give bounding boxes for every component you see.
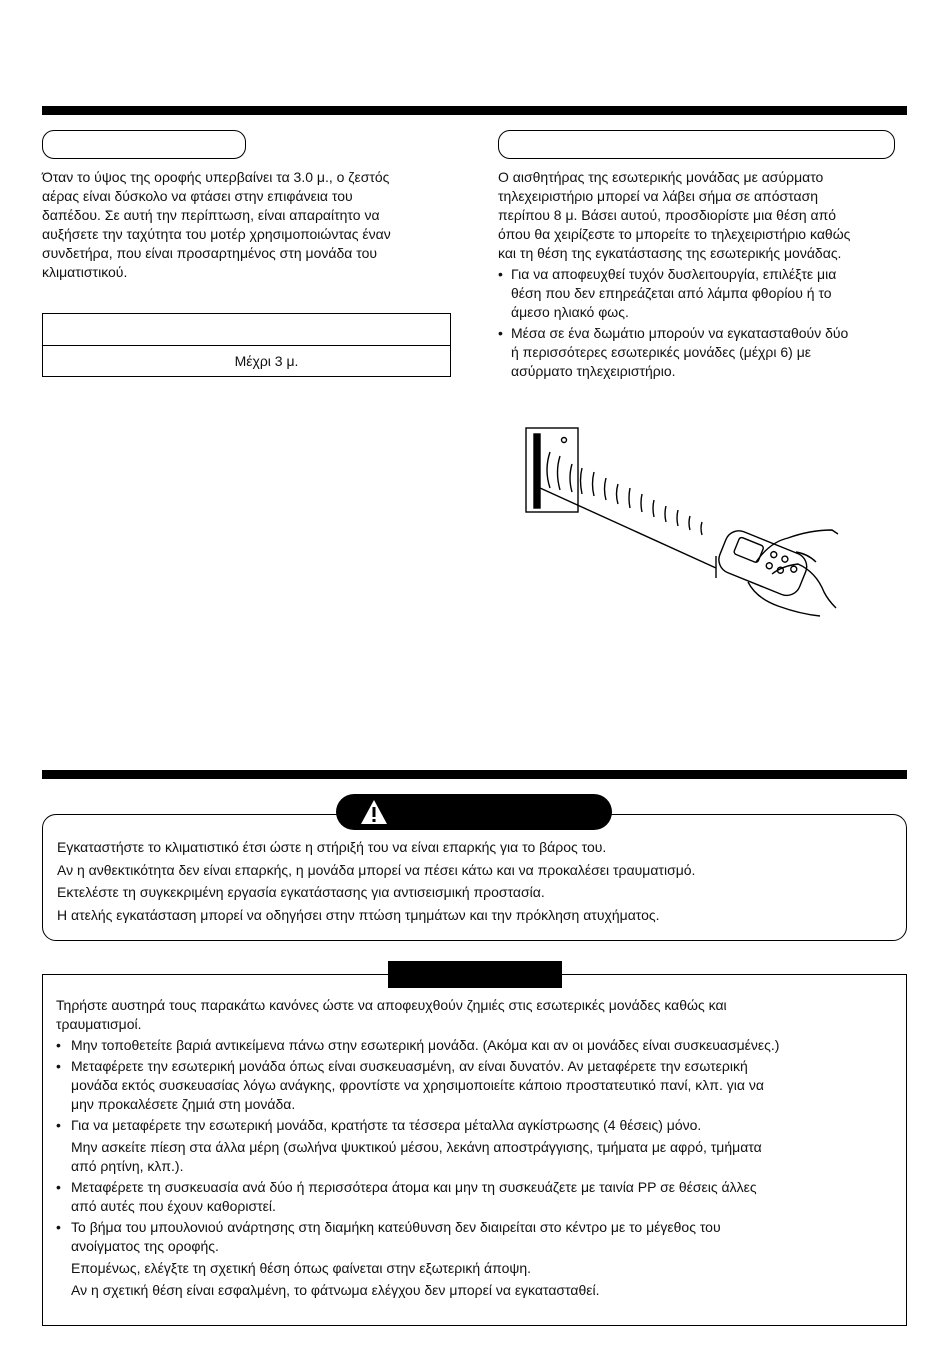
paragraph-line: κλιματιστικού. [42,264,128,280]
paragraph-line: περίπου 8 μ. Βάσει αυτού, προσδιορίστε μια θέση από [498,207,837,223]
bullet-line: θέση που δεν επηρεάζεται από λάμπα φθορίου ή το [511,285,832,301]
warning-text [57,836,695,926]
ceiling-height-table [42,313,451,377]
caution-bullet-item [56,1178,896,1216]
right-section-heading-frame [498,130,895,159]
warning-line: Εκτελέστε τη συγκεκριμένη εργασία εγκατάστασης για αντισεισμική προστασία. [57,884,545,901]
caution-badge [388,961,562,988]
caution-bullet-line: μην προκαλέσετε ζημιά στη μονάδα. [71,1096,296,1112]
paragraph-line: τηλεχειριστήριο μπορεί να λάβει σήμα σε απόσταση [498,188,818,204]
bullet-line: • Για να αποφευχθεί τυχόν δυσλειτουργία, επιλέξτε μια [511,266,837,282]
bullet-line: ασύρματο τηλεχειριστήριο. [511,363,676,379]
caution-bullet-line: • Το βήμα του μπουλονιού ανάρτησης στη διαμήκη κατεύθυνση δεν διαιρείται στο κέντρο με το μέγεθος του [71,1219,721,1235]
warning-badge [336,794,612,830]
caution-sub-line: Αν η σχετική θέση είναι εσφαλμένη, το φάτνωμα ελέγχου δεν μπορεί να εγκατασταθεί. [71,1282,600,1298]
paragraph-line: όπου θα χειρίζεστε το μπορείτε το τηλεχειριστήριο καθώς [498,226,851,242]
caution-bullet-line: μονάδα εκτός συσκευασίας λόγω ανάγκης, φροντίστε να χρησιμοποιείτε κάποιο προστατευτικό πανί, κλπ. για να [71,1077,764,1093]
bullet-line: άμεσο ηλιακό φως. [511,304,629,320]
caution-bullet-line: • Μεταφέρετε την εσωτερική μονάδα όπως είναι συσκευασμένη, αν είναι δυνατόν. Αν μεταφέρετε την εσωτερική [71,1058,748,1074]
caution-sub-line: από ρητίνη, κλπ.). [71,1158,184,1174]
warning-line: Η ατελής εγκατάσταση μπορεί να οδηγήσει στην πτώση τμημάτων και την πρόκληση ατυχήματος. [57,906,660,923]
paragraph-line: δαπέδου. Σε αυτή την περίπτωση, είναι απαραίτητο να [42,207,380,223]
paragraph-line: και τη θέση της εγκατάστασης της εσωτερικής μονάδας. [498,245,842,261]
bullet-line: • Μέσα σε ένα δωμάτιο μπορούν να εγκατασταθούν δύο [511,325,849,341]
remote-sensor-paragraph [498,168,910,381]
paragraph-line: αυξήσετε την ταχύτητα του μοτέρ χρησιμοποιώντας έναν [42,226,391,242]
paragraph-line: Ο αισθητήρας της εσωτερικής μονάδας με ασύρματο [498,169,824,185]
middle-section-rule [42,770,907,779]
warning-line: Αν η ανθεκτικότητα δεν είναι επαρκής, η μονάδα μπορεί να πέσει κάτω και να προκαλέσει τραυματισμό. [57,861,696,878]
caution-intro-line: τραυματισμοί. [56,1016,142,1032]
warning-triangle-icon [359,798,389,826]
remote-control-illustration [520,422,840,622]
paragraph-line: Όταν το ύψος της οροφής υπερβαίνει τα 3.0 μ., ο ζεστός [42,169,390,185]
top-section-rule [42,106,907,115]
caution-bullet-line: από αυτές που έχουν καθοριστεί. [71,1198,276,1214]
warning-line: Εγκαταστήστε το κλιματιστικό έτσι ώστε η στήριξή του να είναι επαρκής για το βάρος του. [57,839,607,855]
table-value-cell: Μέχρι 3 μ. [234,353,299,369]
caution-bullet-line: • Μεταφέρετε τη συσκευασία ανά δύο ή περισσότερα άτομα και μην τη συσκευάζετε με ταινία PP σε θέσεις άλλες [71,1179,757,1195]
caution-bullet-line: ανοίγματος της οροφής. [71,1238,219,1254]
caution-bullet-item [56,1218,896,1300]
paragraph-line: συνδετήρα, που είναι προσαρτημένος στη μονάδα του [42,245,378,261]
bullet-line: ή περισσότερες εσωτερικές μονάδες (μέχρι 6) με [511,344,812,360]
caution-intro-line: Τηρήστε αυστηρά τους παρακάτω κανόνες ώστε να αποφευχθούν ζημιές στις εσωτερικές μονάδες καθώς και [56,997,727,1013]
caution-text [56,996,896,1300]
paragraph-line: αέρας είναι δύσκολο να φτάσει στην επιφάνεια του [42,188,353,204]
caution-bullet-line: • Μην τοποθετείτε βαριά αντικείμενα πάνω στην εσωτερική μονάδα. (Ακόμα και αν οι μονάδες είναι συσκευασμένες.) [71,1037,780,1053]
caution-bullet-item [56,1036,896,1055]
caution-sub-line: Επομένως, ελέγξτε τη σχετική θέση όπως φαίνεται στην εξωτερική άποψη. [71,1260,532,1276]
caution-bullet-item [56,1057,896,1114]
bullet-item [498,265,910,322]
caution-bullet-line: • Για να μεταφέρετε την εσωτερική μονάδα, κρατήστε τα τέσσερα μέταλλα αγκίστρωσης (4 θέσεις) μόνο. [71,1117,702,1133]
caution-sub-line: Μην ασκείτε πίεση στα άλλα μέρη (σωλήνα ψυκτικού μέσου, λεκάνη αποστράγγισης, τμήματα με αφρό, τμήματα [71,1139,762,1155]
caution-bullet-item [56,1116,896,1176]
left-section-heading-frame [42,130,246,159]
table-header-row [43,314,450,346]
ceiling-height-paragraph [42,168,462,282]
bullet-item [498,324,910,381]
